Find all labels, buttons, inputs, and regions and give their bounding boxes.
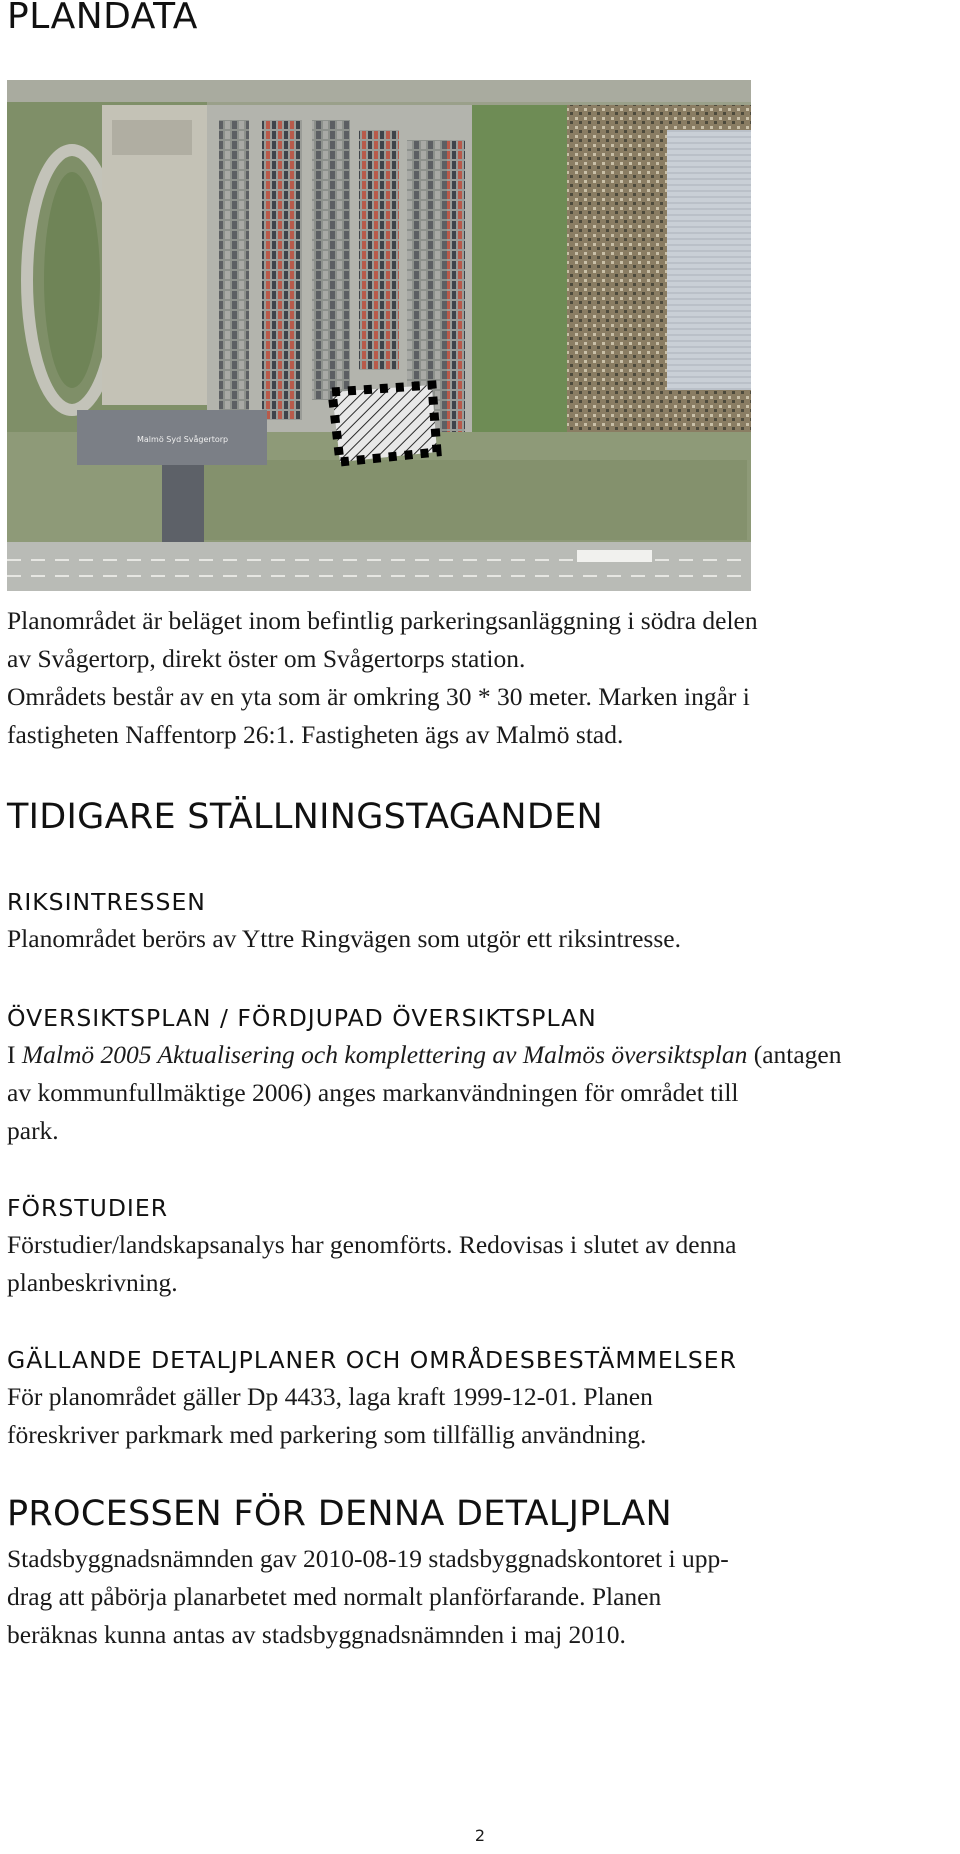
aerial-photo <box>7 80 751 591</box>
process-line-3: beräknas kunna antas av stadsbyggnadsnämnden i maj 2010. <box>7 1620 626 1649</box>
page-number: 2 <box>474 1826 486 1845</box>
forstudier-heading: FÖRSTUDIER <box>7 1194 169 1222</box>
page-title: PLANDATA <box>7 0 198 37</box>
intro-line-3: Områdets består av en yta som är omkring 30 * 30 meter. Marken ingår i <box>7 682 750 711</box>
intro-line-2: av Svågertorp, direkt öster om Svågertorps station. <box>7 644 526 673</box>
forstudier-line-2: planbeskrivning. <box>7 1268 178 1297</box>
forstudier-line-1: Förstudier/landskapsanalys har genomförts. Redovisas i slutet av denna <box>7 1230 737 1259</box>
riksintressen-heading: RIKSINTRESSEN <box>7 888 206 916</box>
oversiktsplan-suffix: (antagen <box>747 1040 842 1069</box>
section-heading-previous: TIDIGARE STÄLLNINGSTAGANDEN <box>7 797 604 837</box>
detaljplaner-line-2: föreskriver parkmark med parkering som tillfällig användning. <box>7 1420 647 1449</box>
process-line-2: drag att påbörja planarbetet med normalt planförfarande. Planen <box>7 1582 662 1611</box>
intro-line-1: Planområdet är beläget inom befintlig parkeringsanläggning i södra delen <box>7 606 758 635</box>
detaljplaner-line-1: För planområdet gäller Dp 4433, laga kraft 1999-12-01. Planen <box>7 1382 653 1411</box>
oversiktsplan-line-2: av kommunfullmäktige 2006) anges markanvändningen för området till <box>7 1078 739 1107</box>
process-heading: PROCESSEN FÖR DENNA DETALJPLAN <box>7 1494 673 1534</box>
oversiktsplan-line-3: park. <box>7 1116 59 1145</box>
intro-line-4: fastigheten Naffentorp 26:1. Fastigheten ägs av Malmö stad. <box>7 720 624 749</box>
oversiktsplan-heading: ÖVERSIKTSPLAN / FÖRDJUPAD ÖVERSIKTSPLAN <box>7 1004 597 1032</box>
building-label: Malmö Syd Svågertorp <box>137 435 229 444</box>
riksintressen-text: Planområdet berörs av Yttre Ringvägen som utgör ett riksintresse. <box>7 924 681 953</box>
oversiktsplan-prefix: I <box>7 1040 22 1069</box>
oversiktsplan-line-1 <box>7 1036 957 1074</box>
detaljplaner-heading: GÄLLANDE DETALJPLANER OCH OMRÅDESBESTÄMMELSER <box>7 1346 737 1374</box>
process-line-1: Stadsbyggnadsnämnden gav 2010-08-19 stadsbyggnadskontoret i upp- <box>7 1544 729 1573</box>
oversiktsplan-document-title: Malmö 2005 Aktualisering och komplettering av Malmös översiktsplan <box>21 1040 748 1069</box>
